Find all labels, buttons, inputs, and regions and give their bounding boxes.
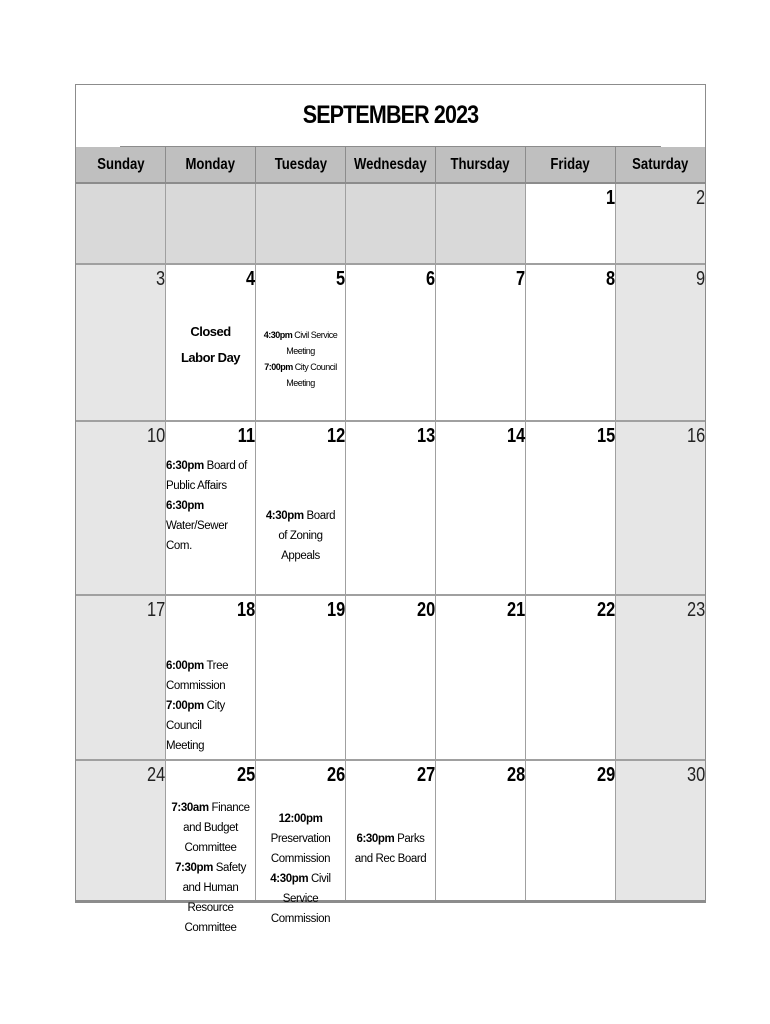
day-cell [166, 422, 256, 594]
day-number: 19 [326, 599, 345, 621]
event-time: 4:30pm [263, 330, 293, 340]
event-time: 4:30pm [270, 873, 309, 885]
weekday-monday: Monday [166, 147, 256, 182]
day-number: 15 [596, 425, 615, 447]
calendar-title: SEPTEMBER 2023 [120, 85, 661, 147]
event-list [346, 829, 435, 869]
event-list [166, 798, 255, 938]
event-time: 6:30pm [356, 833, 395, 845]
event-time: 4:30pm [265, 510, 304, 522]
week-row [76, 422, 705, 596]
day-number: 18 [236, 599, 255, 621]
day-number: 22 [596, 599, 615, 621]
day-cell [346, 596, 436, 759]
day-number: 28 [506, 764, 525, 786]
event-time: 6:30pm [166, 500, 204, 512]
day-number: 5 [335, 268, 345, 290]
event-time: 12:00pm [278, 813, 323, 825]
day-number: 14 [506, 425, 525, 447]
day-cell [256, 761, 346, 925]
event-text: Parks and Rec Board [354, 833, 427, 865]
day-number: 8 [605, 268, 615, 290]
day-cell [346, 422, 436, 594]
day-cell-empty [256, 184, 346, 263]
event-text: Tree Commission [166, 660, 229, 692]
day-cell-empty [436, 184, 526, 263]
day-number: 13 [416, 425, 435, 447]
week-row [76, 265, 705, 422]
day-number: 10 [146, 425, 165, 447]
day-cell [616, 422, 705, 594]
event-time: 7:00pm [264, 362, 293, 372]
day-cell [616, 761, 705, 900]
event-item [170, 858, 251, 938]
day-cell-empty [76, 184, 166, 263]
event-list [256, 506, 345, 566]
day-number: 1 [605, 187, 615, 209]
day-number: 20 [416, 599, 435, 621]
day-number: 25 [236, 764, 255, 786]
event-list [166, 319, 255, 371]
day-number: 17 [146, 599, 165, 621]
event-text: Finance and Budget Committee [183, 802, 250, 854]
event-item [350, 829, 431, 869]
day-cell [526, 422, 616, 594]
event-text: City Council Meeting [286, 362, 337, 388]
day-cell [166, 265, 256, 420]
day-cell [526, 265, 616, 420]
day-cell [256, 596, 346, 759]
day-number: 16 [686, 425, 705, 447]
day-number: 2 [695, 187, 705, 209]
day-cell [76, 265, 166, 420]
event-item [256, 327, 345, 359]
day-cell [616, 184, 705, 263]
day-number: 21 [506, 599, 525, 621]
day-number: 23 [686, 599, 705, 621]
day-number: 11 [237, 425, 255, 447]
event-time: 7:30pm [175, 862, 213, 874]
day-number: 24 [146, 764, 165, 786]
day-cell [346, 265, 436, 420]
event-item [166, 696, 235, 756]
event-time: 6:30pm [166, 460, 204, 472]
event-text: City Council Meeting [166, 700, 225, 752]
day-cell [436, 265, 526, 420]
event-list [256, 327, 345, 391]
day-cell [346, 761, 436, 900]
day-cell [256, 422, 346, 594]
day-cell [436, 761, 526, 900]
calendar [75, 84, 706, 934]
day-cell [436, 596, 526, 759]
day-cell-empty [166, 184, 256, 263]
event-item [166, 496, 255, 556]
event-item [256, 359, 345, 391]
week-row [76, 184, 705, 265]
event-list [256, 809, 345, 929]
event-text: Safety and Human Resource Committee [182, 862, 246, 934]
event-time: 7:00pm [166, 700, 204, 712]
event-text: Water/Sewer Com. [166, 520, 228, 552]
day-cell [166, 596, 256, 759]
week-row [76, 761, 705, 934]
event-text: Board of Zoning Appeals [278, 510, 336, 562]
day-cell [256, 265, 346, 420]
event-list [166, 656, 255, 756]
day-number: 9 [695, 268, 705, 290]
day-number: 27 [416, 764, 435, 786]
day-number: 26 [326, 764, 345, 786]
day-number: 7 [515, 268, 525, 290]
event-text: Preservation Commission [270, 833, 331, 865]
day-cell [526, 596, 616, 759]
weekday-thursday: Thursday [436, 147, 526, 182]
event-text: Civil Service Meeting [286, 330, 338, 356]
day-number: 30 [686, 764, 705, 786]
day-cell [616, 596, 705, 759]
event-time: 6:00pm [166, 660, 204, 672]
day-number: 12 [326, 425, 345, 447]
event-item [170, 798, 251, 858]
event-item [166, 456, 255, 496]
day-number: 4 [245, 268, 255, 290]
event-text: Board of Public Affairs [166, 460, 247, 492]
event-item: Labor Day [180, 350, 241, 365]
day-cell [526, 761, 616, 900]
weekday-saturday: Saturday [632, 155, 689, 173]
day-cell [76, 596, 166, 759]
day-cell [436, 422, 526, 594]
weekday-friday: Friday [526, 147, 616, 182]
day-number: 6 [425, 268, 435, 290]
event-item [260, 809, 341, 869]
event-item [166, 656, 235, 696]
event-item [264, 506, 337, 566]
weekday-wednesday: Wednesday [346, 147, 436, 182]
day-cell-empty [346, 184, 436, 263]
weekday-header-row [76, 147, 705, 184]
day-cell [76, 422, 166, 594]
event-item [260, 869, 341, 929]
event-item: Closed [190, 324, 231, 339]
week-row [76, 596, 705, 761]
day-cell [616, 265, 705, 420]
weekday-tuesday: Tuesday [256, 147, 346, 182]
event-time: 7:30am [171, 802, 209, 814]
weekday-sunday: Sunday [76, 147, 166, 182]
event-text: Civil Service Commission [270, 873, 331, 925]
day-cell [526, 184, 616, 263]
day-cell [166, 761, 256, 934]
event-list [166, 456, 255, 556]
day-number: 3 [155, 268, 165, 290]
day-cell [76, 761, 166, 900]
day-number: 29 [596, 764, 615, 786]
